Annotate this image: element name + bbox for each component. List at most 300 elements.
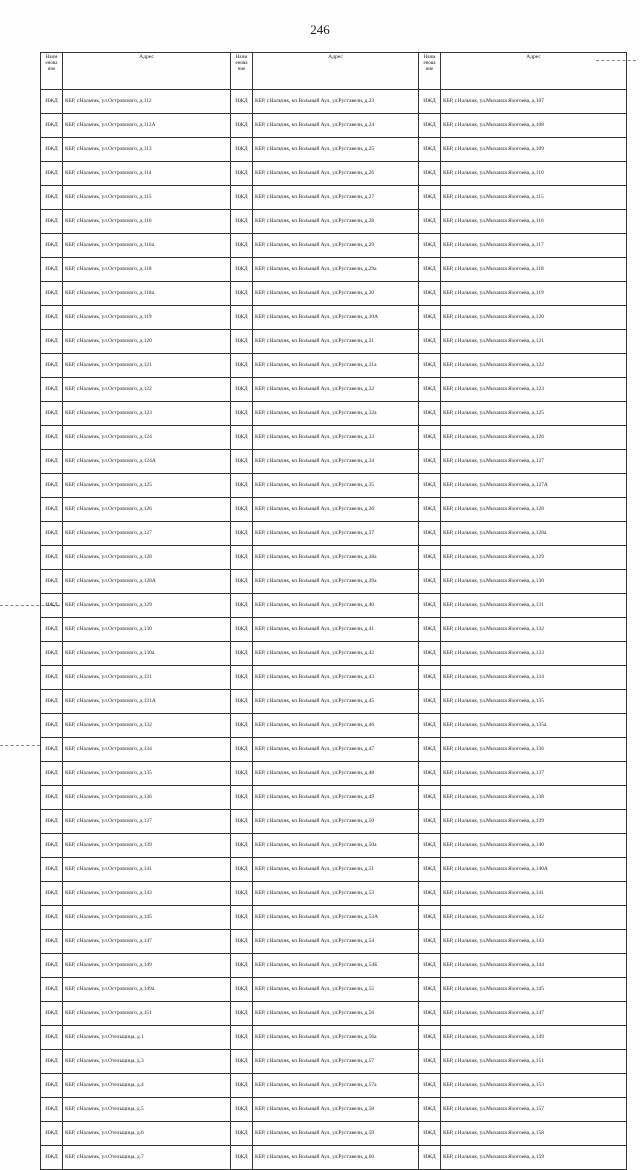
table-row — [41, 498, 627, 522]
address-cell: КБР, г.Нальчик, кп.Вольный Аул, ул.Руставели, д.57а — [253, 1074, 419, 1098]
address-cell: КБР, г.Нальчик, ул.Островского, д.129 — [63, 594, 231, 618]
address-cell: КБР, г.Нальчик, кп.Вольный Аул, ул.Руставели, д.38а — [253, 546, 419, 570]
address-cell: КБР, г.Нальчик, ул.Островского, д.113 — [63, 138, 231, 162]
object-kind: ИЖД — [41, 354, 63, 378]
address-cell: КБР, г.Нальчик, ул.Михаила Яхогоева, д.128а — [441, 522, 627, 546]
object-kind: ИЖД — [41, 1074, 63, 1098]
header-address: Адрес — [253, 53, 419, 90]
table-row — [41, 258, 627, 282]
address-cell: КБР, г.Нальчик, ул.Михаила Яхогоева, д.116 — [441, 210, 627, 234]
object-kind: ИЖД — [231, 258, 253, 282]
object-kind: ИЖД — [419, 306, 441, 330]
object-kind: ИЖД — [231, 402, 253, 426]
object-kind: ИЖД — [41, 1122, 63, 1146]
object-kind: ИЖД — [419, 378, 441, 402]
object-kind: ИЖД — [231, 690, 253, 714]
address-cell: КБР, г.Нальчик, ул.Михаила Яхогоева, д.136 — [441, 738, 627, 762]
address-cell: КБР, г.Нальчик, ул.Михаила Яхогоева, д.123 — [441, 378, 627, 402]
object-kind: ИЖД — [231, 858, 253, 882]
address-cell: КБР, г.Нальчик, ул.Островского, д.118 — [63, 258, 231, 282]
object-kind: ИЖД — [41, 906, 63, 930]
table-row — [41, 738, 627, 762]
address-cell: КБР, г.Нальчик, ул.Михаила Яхогоева, д.137 — [441, 762, 627, 786]
address-cell: КБР, г.Нальчик, ул.Отельщица, д.6 — [63, 1122, 231, 1146]
table-row — [41, 714, 627, 738]
address-cell: КБР, г.Нальчик, кп.Вольный Аул, ул.Руставели, д.47 — [253, 738, 419, 762]
object-kind: ИЖД — [41, 282, 63, 306]
address-cell: КБР, г.Нальчик, кп.Вольный Аул, ул.Руставели, д.30 — [253, 282, 419, 306]
address-cell: КБР, г.Нальчик, ул.Михаила Яхогоева, д.149 — [441, 1026, 627, 1050]
object-kind: ИЖД — [231, 522, 253, 546]
address-cell: КБР, г.Нальчик, кп.Вольный Аул, ул.Руставели, д.56 — [253, 1002, 419, 1026]
address-cell: КБР, г.Нальчик, ул.Михаила Яхогоева, д.141 — [441, 882, 627, 906]
table-row — [41, 1026, 627, 1050]
object-kind: ИЖД — [41, 954, 63, 978]
object-kind: ИЖД — [41, 234, 63, 258]
address-cell: КБР, г.Нальчик, ул.Островского, д.118а — [63, 282, 231, 306]
address-cell: КБР, г.Нальчик, ул.Островского, д.132 — [63, 714, 231, 738]
address-cell: КБР, г.Нальчик, кп.Вольный Аул, ул.Руставели, д.27 — [253, 186, 419, 210]
object-kind: ИЖД — [41, 666, 63, 690]
object-kind: ИЖД — [231, 618, 253, 642]
address-cell: КБР, г.Нальчик, ул.Островского, д.151 — [63, 1002, 231, 1026]
table-row — [41, 954, 627, 978]
address-cell: КБР, г.Нальчик, ул.Островского, д.112 — [63, 90, 231, 114]
object-kind: ИЖД — [231, 882, 253, 906]
object-kind: ИЖД — [419, 1050, 441, 1074]
address-cell: КБР, г.Нальчик, ул.Островского, д.116а — [63, 234, 231, 258]
address-cell: КБР, г.Нальчик, ул.Михаила Яхогоева, д.109 — [441, 138, 627, 162]
object-kind: ИЖД — [231, 186, 253, 210]
table-row — [41, 186, 627, 210]
object-kind: ИЖД — [231, 234, 253, 258]
object-kind: ИЖД — [419, 690, 441, 714]
address-cell: КБР, г.Нальчик, кп.Вольный Аул, ул.Руставели, д.36 — [253, 498, 419, 522]
object-kind: ИЖД — [419, 1122, 441, 1146]
object-kind: ИЖД — [41, 714, 63, 738]
object-kind: ИЖД — [231, 498, 253, 522]
object-kind: ИЖД — [41, 762, 63, 786]
object-kind: ИЖД — [41, 522, 63, 546]
object-kind: ИЖД — [41, 858, 63, 882]
address-cell: КБР, г.Нальчик, кп.Вольный Аул, ул.Руставели, д.53А — [253, 906, 419, 930]
address-cell: КБР, г.Нальчик, ул.Михаила Яхогоева, д.158 — [441, 1122, 627, 1146]
address-cell: КБР, г.Нальчик, ул.Михаила Яхогоева, д.147 — [441, 1002, 627, 1026]
address-cell: КБР, г.Нальчик, ул.Михаила Яхогоева, д.127 — [441, 450, 627, 474]
table-row — [41, 930, 627, 954]
address-cell: КБР, г.Нальчик, кп.Вольный Аул, ул.Руставели, д.29а — [253, 258, 419, 282]
header-kind: Наим енова ние — [419, 53, 441, 90]
object-kind: ИЖД — [419, 1146, 441, 1170]
address-cell: КБР, г.Нальчик, ул.Островского, д.115 — [63, 186, 231, 210]
object-kind: ИЖД — [419, 1074, 441, 1098]
object-kind: ИЖД — [419, 258, 441, 282]
address-cell: КБР, г.Нальчик, кп.Вольный Аул, ул.Руставели, д.45 — [253, 690, 419, 714]
object-kind: ИЖД — [231, 378, 253, 402]
object-kind: ИЖД — [41, 546, 63, 570]
object-kind: ИЖД — [231, 426, 253, 450]
table-row — [41, 354, 627, 378]
object-kind: ИЖД — [419, 330, 441, 354]
address-cell: КБР, г.Нальчик, кп.Вольный Аул, ул.Руставели, д.48 — [253, 762, 419, 786]
table-row — [41, 330, 627, 354]
address-cell: КБР, г.Нальчик, кп.Вольный Аул, ул.Руставели, д.53 — [253, 882, 419, 906]
object-kind: ИЖД — [41, 378, 63, 402]
object-kind: ИЖД — [419, 450, 441, 474]
address-cell: КБР, г.Нальчик, кп.Вольный Аул, ул.Руставели, д.56а — [253, 1026, 419, 1050]
table-row — [41, 786, 627, 810]
address-cell: КБР, г.Нальчик, ул.Михаила Яхогоева, д.126 — [441, 426, 627, 450]
object-kind: ИЖД — [419, 738, 441, 762]
address-cell: КБР, г.Нальчик, ул.Михаила Яхогоева, д.117 — [441, 234, 627, 258]
object-kind: ИЖД — [231, 210, 253, 234]
table-row — [41, 426, 627, 450]
table-row — [41, 570, 627, 594]
address-cell: КБР, г.Нальчик, ул.Михаила Яхогоева, д.128 — [441, 498, 627, 522]
object-kind: ИЖД — [419, 186, 441, 210]
address-cell: КБР, г.Нальчик, ул.Островского, д.127 — [63, 522, 231, 546]
table-row — [41, 138, 627, 162]
address-cell: КБР, г.Нальчик, кп.Вольный Аул, ул.Руставели, д.28 — [253, 210, 419, 234]
address-cell: КБР, г.Нальчик, кп.Вольный Аул, ул.Руставели, д.32 — [253, 378, 419, 402]
object-kind: ИЖД — [419, 90, 441, 114]
object-kind: ИЖД — [231, 1098, 253, 1122]
address-cell: КБР, г.Нальчик, ул.Михаила Яхогоева, д.108 — [441, 114, 627, 138]
address-cell: КБР, г.Нальчик, кп.Вольный Аул, ул.Руставели, д.30А — [253, 306, 419, 330]
object-kind: ИЖД — [41, 90, 63, 114]
object-kind: ИЖД — [419, 618, 441, 642]
object-kind: ИЖД — [419, 354, 441, 378]
object-kind: ИЖД — [419, 1002, 441, 1026]
address-cell: КБР, г.Нальчик, кп.Вольный Аул, ул.Руставели, д.59 — [253, 1122, 419, 1146]
table-row — [41, 1050, 627, 1074]
address-cell: КБР, г.Нальчик, ул.Михаила Яхогоева, д.153 — [441, 1074, 627, 1098]
object-kind: ИЖД — [419, 210, 441, 234]
address-cell: КБР, г.Нальчик, ул.Островского, д.143 — [63, 882, 231, 906]
address-cell: КБР, г.Нальчик, ул.Островского, д.131А — [63, 690, 231, 714]
object-kind: ИЖД — [231, 786, 253, 810]
object-kind: ИЖД — [419, 114, 441, 138]
object-kind: ИЖД — [231, 810, 253, 834]
address-cell: КБР, г.Нальчик, ул.Островского, д.124А — [63, 450, 231, 474]
object-kind: ИЖД — [41, 834, 63, 858]
object-kind: ИЖД — [41, 690, 63, 714]
table-header-row — [41, 53, 627, 90]
object-kind: ИЖД — [231, 1026, 253, 1050]
object-kind: ИЖД — [231, 834, 253, 858]
object-kind: ИЖД — [41, 498, 63, 522]
object-kind: ИЖД — [419, 426, 441, 450]
object-kind: ИЖД — [231, 930, 253, 954]
object-kind: ИЖД — [419, 594, 441, 618]
address-cell: КБР, г.Нальчик, ул.Михаила Яхогоева, д.122 — [441, 354, 627, 378]
address-cell: КБР, г.Нальчик, кп.Вольный Аул, ул.Руставели, д.42 — [253, 642, 419, 666]
address-cell: КБР, г.Нальчик, кп.Вольный Аул, ул.Руставели, д.37 — [253, 522, 419, 546]
address-cell: КБР, г.Нальчик, ул.Михаила Яхогоева, д.107 — [441, 90, 627, 114]
object-kind: ИЖД — [231, 1050, 253, 1074]
object-kind: ИЖД — [41, 882, 63, 906]
object-kind: ИЖД — [419, 978, 441, 1002]
object-kind: ИЖД — [419, 954, 441, 978]
object-kind: ИЖД — [419, 474, 441, 498]
table-row — [41, 762, 627, 786]
object-kind: ИЖД — [419, 570, 441, 594]
object-kind: ИЖД — [231, 978, 253, 1002]
object-kind: ИЖД — [231, 1002, 253, 1026]
address-cell: КБР, г.Нальчик, ул.Островского, д.128А — [63, 570, 231, 594]
table-row — [41, 1122, 627, 1146]
table-row — [41, 594, 627, 618]
address-cell: КБР, г.Нальчик, кп.Вольный Аул, ул.Руставели, д.39а — [253, 570, 419, 594]
address-cell: КБР, г.Нальчик, ул.Михаила Яхогоева, д.138 — [441, 786, 627, 810]
address-cell: КБР, г.Нальчик, ул.Михаила Яхогоева, д.140 — [441, 834, 627, 858]
address-cell: КБР, г.Нальчик, ул.Михаила Яхогоева, д.159 — [441, 1146, 627, 1170]
object-kind: ИЖД — [231, 906, 253, 930]
table-row — [41, 618, 627, 642]
address-cell: КБР, г.Нальчик, ул.Островского, д.119 — [63, 306, 231, 330]
address-cell: КБР, г.Нальчик, кп.Вольный Аул, ул.Руставели, д.24 — [253, 114, 419, 138]
address-cell: КБР, г.Нальчик, кп.Вольный Аул, ул.Руставели, д.51 — [253, 858, 419, 882]
address-cell: КБР, г.Нальчик, ул.Михаила Яхогоева, д.120 — [441, 306, 627, 330]
object-kind: ИЖД — [231, 474, 253, 498]
object-kind: ИЖД — [41, 402, 63, 426]
object-kind: ИЖД — [41, 1026, 63, 1050]
object-kind: ИЖД — [419, 522, 441, 546]
object-kind: ИЖД — [419, 498, 441, 522]
address-cell: КБР, г.Нальчик, ул.Михаила Яхогоева, д.131 — [441, 594, 627, 618]
address-cell: КБР, г.Нальчик, ул.Островского, д.128 — [63, 546, 231, 570]
object-kind: ИЖД — [231, 162, 253, 186]
object-kind: ИЖД — [419, 786, 441, 810]
table-row — [41, 810, 627, 834]
address-cell: КБР, г.Нальчик, кп.Вольный Аул, ул.Руставели, д.50 — [253, 810, 419, 834]
object-kind: ИЖД — [419, 858, 441, 882]
object-kind: ИЖД — [231, 594, 253, 618]
address-cell: КБР, г.Нальчик, кп.Вольный Аул, ул.Руставели, д.49 — [253, 786, 419, 810]
address-cell: КБР, г.Нальчик, ул.Михаила Яхогоева, д.142 — [441, 906, 627, 930]
address-cell: КБР, г.Нальчик, ул.Отельщица, д.7 — [63, 1146, 231, 1170]
object-kind: ИЖД — [231, 282, 253, 306]
object-kind: ИЖД — [41, 450, 63, 474]
address-cell: КБР, г.Нальчик, кп.Вольный Аул, ул.Руставели, д.60 — [253, 1146, 419, 1170]
address-cell: КБР, г.Нальчик, ул.Отельщица, д.1 — [63, 1026, 231, 1050]
table-row — [41, 1146, 627, 1170]
address-cell: КБР, г.Нальчик, ул.Островского, д.123 — [63, 402, 231, 426]
address-cell: КБР, г.Нальчик, ул.Островского, д.136 — [63, 786, 231, 810]
object-kind: ИЖД — [231, 354, 253, 378]
address-cell: КБР, г.Нальчик, ул.Островского, д.139 — [63, 834, 231, 858]
object-kind: ИЖД — [231, 714, 253, 738]
scan-dash-mark — [0, 745, 40, 746]
address-cell: КБР, г.Нальчик, ул.Островского, д.131 — [63, 666, 231, 690]
object-kind: ИЖД — [41, 1146, 63, 1170]
address-cell: КБР, г.Нальчик, ул.Михаила Яхогоева, д.143 — [441, 930, 627, 954]
address-cell: КБР, г.Нальчик, кп.Вольный Аул, ул.Руставели, д.46 — [253, 714, 419, 738]
address-cell: КБР, г.Нальчик, кп.Вольный Аул, ул.Руставели, д.32а — [253, 402, 419, 426]
address-cell: КБР, г.Нальчик, кп.Вольный Аул, ул.Руставели, д.43 — [253, 666, 419, 690]
header-address: Адрес — [63, 53, 231, 90]
address-cell: КБР, г.Нальчик, ул.Островского, д.126 — [63, 498, 231, 522]
table-row — [41, 666, 627, 690]
object-kind: ИЖД — [41, 186, 63, 210]
object-kind: ИЖД — [419, 834, 441, 858]
address-cell: КБР, г.Нальчик, ул.Островского, д.125 — [63, 474, 231, 498]
address-cell: КБР, г.Нальчик, ул.Отельщица, д.3 — [63, 1050, 231, 1074]
address-cell: КБР, г.Нальчик, ул.Михаила Яхогоева, д.133 — [441, 642, 627, 666]
address-cell: КБР, г.Нальчик, ул.Михаила Яхогоева, д.145 — [441, 978, 627, 1002]
object-kind: ИЖД — [231, 1122, 253, 1146]
address-cell: КБР, г.Нальчик, ул.Михаила Яхогоева, д.121 — [441, 330, 627, 354]
address-cell: КБР, г.Нальчик, кп.Вольный Аул, ул.Руставели, д.58 — [253, 1098, 419, 1122]
address-cell: КБР, г.Нальчик, ул.Островского, д.130 — [63, 618, 231, 642]
table-row — [41, 282, 627, 306]
address-cell: КБР, г.Нальчик, кп.Вольный Аул, ул.Руставели, д.41 — [253, 618, 419, 642]
address-cell: КБР, г.Нальчик, ул.Михаила Яхогоева, д.130 — [441, 570, 627, 594]
object-kind: ИЖД — [231, 954, 253, 978]
object-kind: ИЖД — [41, 594, 63, 618]
address-cell: КБР, г.Нальчик, кп.Вольный Аул, ул.Руставели, д.55 — [253, 978, 419, 1002]
object-kind: ИЖД — [419, 882, 441, 906]
address-cell: КБР, г.Нальчик, ул.Отельщица, д.5 — [63, 1098, 231, 1122]
table-row — [41, 642, 627, 666]
table-row — [41, 450, 627, 474]
object-kind: ИЖД — [231, 1074, 253, 1098]
address-cell: КБР, г.Нальчик, ул.Островского, д.137 — [63, 810, 231, 834]
table-row — [41, 90, 627, 114]
table-row — [41, 1074, 627, 1098]
table-row — [41, 522, 627, 546]
address-cell: КБР, г.Нальчик, кп.Вольный Аул, ул.Руставели, д.57 — [253, 1050, 419, 1074]
table-body — [41, 90, 627, 1170]
address-cell: КБР, г.Нальчик, кп.Вольный Аул, ул.Руставели, д.35 — [253, 474, 419, 498]
header-kind: Наим енова ние — [41, 53, 63, 90]
address-cell: КБР, г.Нальчик, ул.Отельщица, д.4 — [63, 1074, 231, 1098]
object-kind: ИЖД — [231, 90, 253, 114]
table-row — [41, 834, 627, 858]
object-kind: ИЖД — [419, 138, 441, 162]
object-kind: ИЖД — [231, 114, 253, 138]
object-kind: ИЖД — [41, 330, 63, 354]
object-kind: ИЖД — [419, 642, 441, 666]
address-cell: КБР, г.Нальчик, ул.Михаила Яхогоева, д.110 — [441, 162, 627, 186]
object-kind: ИЖД — [231, 330, 253, 354]
address-cell: КБР, г.Нальчик, кп.Вольный Аул, ул.Руставели, д.31 — [253, 330, 419, 354]
address-cell: КБР, г.Нальчик, ул.Михаила Яхогоева, д.144 — [441, 954, 627, 978]
address-cell: КБР, г.Нальчик, ул.Михаила Яхогоева, д.140А — [441, 858, 627, 882]
object-kind: ИЖД — [41, 426, 63, 450]
table-row — [41, 378, 627, 402]
object-kind: ИЖД — [41, 258, 63, 282]
table-row — [41, 210, 627, 234]
object-kind: ИЖД — [41, 162, 63, 186]
object-kind: ИЖД — [41, 786, 63, 810]
address-table — [40, 52, 627, 1170]
address-cell: КБР, г.Нальчик, ул.Михаила Яхогоева, д.157 — [441, 1098, 627, 1122]
header-address: Адрес — [441, 53, 627, 90]
object-kind: ИЖД — [41, 930, 63, 954]
object-kind: ИЖД — [231, 306, 253, 330]
object-kind: ИЖД — [41, 570, 63, 594]
address-cell: КБР, г.Нальчик, кп.Вольный Аул, ул.Руставели, д.54Б — [253, 954, 419, 978]
address-cell: КБР, г.Нальчик, кп.Вольный Аул, ул.Руставели, д.23 — [253, 90, 419, 114]
object-kind: ИЖД — [231, 1146, 253, 1170]
object-kind: ИЖД — [41, 1050, 63, 1074]
address-cell: КБР, г.Нальчик, ул.Островского, д.149 — [63, 954, 231, 978]
address-cell: КБР, г.Нальчик, ул.Михаила Яхогоева, д.129 — [441, 546, 627, 570]
object-kind: ИЖД — [41, 306, 63, 330]
table-row — [41, 978, 627, 1002]
address-cell: КБР, г.Нальчик, ул.Михаила Яхогоева, д.151 — [441, 1050, 627, 1074]
address-cell: КБР, г.Нальчик, ул.Островского, д.130а — [63, 642, 231, 666]
table-row — [41, 882, 627, 906]
address-table-container — [40, 52, 627, 1170]
address-cell: КБР, г.Нальчик, ул.Михаила Яхогоева, д.135 — [441, 690, 627, 714]
address-cell: КБР, г.Нальчик, ул.Островского, д.141 — [63, 858, 231, 882]
object-kind: ИЖД — [41, 210, 63, 234]
table-row — [41, 546, 627, 570]
object-kind: ИЖД — [419, 930, 441, 954]
table-row — [41, 306, 627, 330]
object-kind: ИЖД — [419, 666, 441, 690]
address-cell: КБР, г.Нальчик, кп.Вольный Аул, ул.Руставели, д.50а — [253, 834, 419, 858]
address-cell: КБР, г.Нальчик, кп.Вольный Аул, ул.Руставели, д.54 — [253, 930, 419, 954]
address-cell: КБР, г.Нальчик, ул.Михаила Яхогоева, д.135а — [441, 714, 627, 738]
table-row — [41, 690, 627, 714]
address-cell: КБР, г.Нальчик, кп.Вольный Аул, ул.Руставели, д.25 — [253, 138, 419, 162]
object-kind: ИЖД — [41, 738, 63, 762]
address-cell: КБР, г.Нальчик, кп.Вольный Аул, ул.Руставели, д.40 — [253, 594, 419, 618]
page-number: 246 — [310, 22, 330, 37]
address-cell: КБР, г.Нальчик, ул.Островского, д.112А — [63, 114, 231, 138]
object-kind: ИЖД — [419, 906, 441, 930]
object-kind: ИЖД — [419, 282, 441, 306]
address-cell: КБР, г.Нальчик, кп.Вольный Аул, ул.Руставели, д.26 — [253, 162, 419, 186]
object-kind: ИЖД — [231, 738, 253, 762]
object-kind: ИЖД — [41, 1002, 63, 1026]
object-kind: ИЖД — [419, 810, 441, 834]
address-cell: КБР, г.Нальчик, кп.Вольный Аул, ул.Руставели, д.34 — [253, 450, 419, 474]
address-cell: КБР, г.Нальчик, ул.Островского, д.135 — [63, 762, 231, 786]
address-cell: КБР, г.Нальчик, ул.Михаила Яхогоева, д.118 — [441, 258, 627, 282]
address-cell: КБР, г.Нальчик, ул.Островского, д.124 — [63, 426, 231, 450]
address-cell: КБР, г.Нальчик, ул.Михаила Яхогоева, д.125 — [441, 402, 627, 426]
address-cell: КБР, г.Нальчик, кп.Вольный Аул, ул.Руставели, д.31а — [253, 354, 419, 378]
table-row — [41, 162, 627, 186]
address-cell: КБР, г.Нальчик, ул.Михаила Яхогоева, д.134 — [441, 666, 627, 690]
header-kind: Наим енова ние — [231, 53, 253, 90]
object-kind: ИЖД — [419, 762, 441, 786]
address-cell: КБР, г.Нальчик, ул.Михаила Яхогоева, д.127А — [441, 474, 627, 498]
table-row — [41, 906, 627, 930]
table-row — [41, 474, 627, 498]
object-kind: ИЖД — [231, 642, 253, 666]
object-kind: ИЖД — [231, 450, 253, 474]
object-kind: ИЖД — [419, 402, 441, 426]
object-kind: ИЖД — [231, 138, 253, 162]
address-cell: КБР, г.Нальчик, ул.Островского, д.121 — [63, 354, 231, 378]
address-cell: КБР, г.Нальчик, ул.Островского, д.134 — [63, 738, 231, 762]
table-row — [41, 114, 627, 138]
address-cell: КБР, г.Нальчик, кп.Вольный Аул, ул.Руставели, д.33 — [253, 426, 419, 450]
object-kind: ИЖД — [419, 1026, 441, 1050]
object-kind: ИЖД — [419, 234, 441, 258]
object-kind: ИЖД — [231, 546, 253, 570]
address-cell: КБР, г.Нальчик, ул.Михаила Яхогоева, д.115 — [441, 186, 627, 210]
object-kind: ИЖД — [41, 810, 63, 834]
address-cell: КБР, г.Нальчик, ул.Островского, д.149а — [63, 978, 231, 1002]
object-kind: ИЖД — [419, 1098, 441, 1122]
object-kind: ИЖД — [419, 546, 441, 570]
